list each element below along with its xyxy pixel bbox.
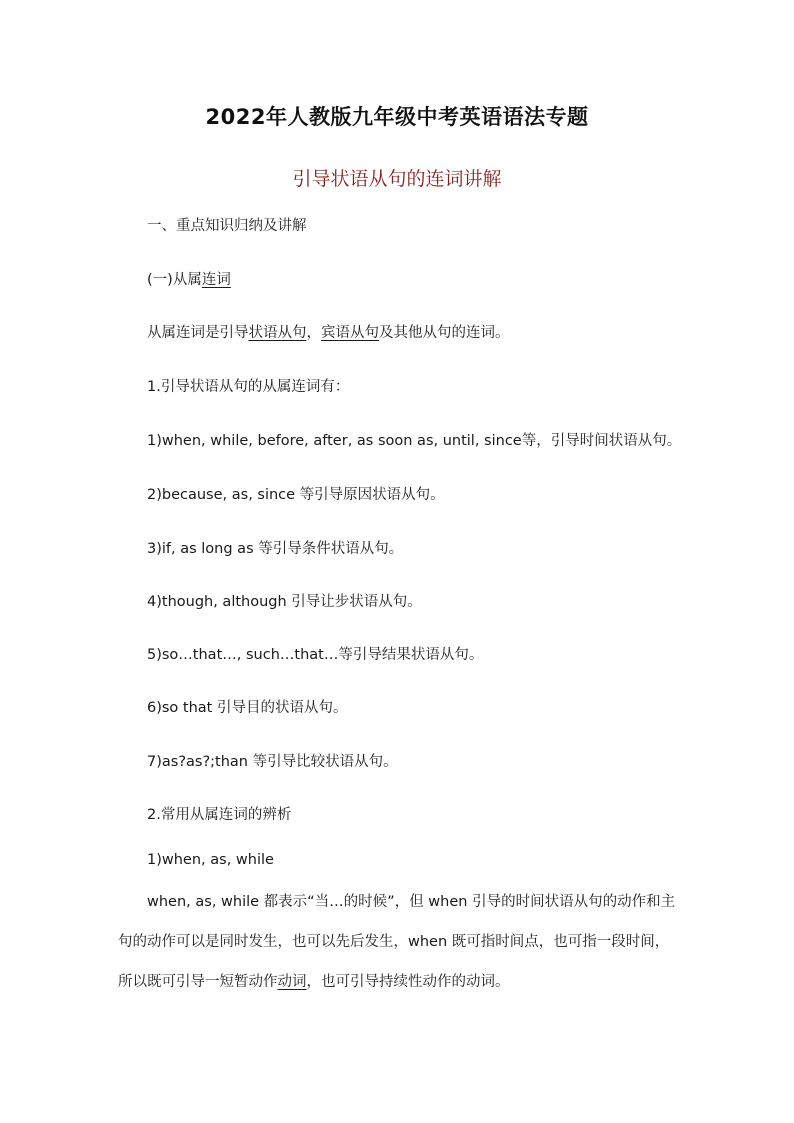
subsection-prefix: (一)从属 [147, 272, 202, 288]
link-adverbial-clause[interactable]: 状语从句 [248, 325, 307, 341]
list-item: 7)as?as?;than 等引导比较状语从句。 [147, 754, 398, 770]
link-lianci[interactable]: 连词 [201, 272, 231, 288]
paragraph-text-1: when, as, while 都表示“当…的时候”，但 when 引导的时间状语从句的动作和主句的动作可以是同时发生，也可以先后发生，when 既可指时间点，也可指一段时间，所以既可引导一短暂动作 [118, 894, 676, 990]
subsection-heading [147, 270, 231, 290]
link-verb[interactable]: 动词 [277, 974, 307, 990]
analysis-subheading: 1)when, as, while [147, 852, 274, 868]
list-item: 1)when, while, before, after, as soon as, until, since等，引导时间状语从句。 [147, 433, 682, 449]
intro-text-1: 从属连词是引导 [147, 325, 249, 341]
list-item: 2)because, as, since 等引导原因状语从句。 [147, 487, 445, 503]
list-item: 5)so…that…, such…that…等引导结果状语从句。 [147, 647, 484, 663]
intro-text-2: ， [306, 325, 321, 341]
list-item: 4)though, although 引导让步状语从句。 [147, 594, 422, 610]
section-heading: 一、重点知识归纳及讲解 [147, 218, 307, 234]
list-heading: 1.引导状语从句的从属连词有： [147, 379, 350, 395]
list-item: 6)so that 引导目的状语从句。 [147, 700, 348, 716]
document-title: 2022年人教版九年级中考英语语法专题 [205, 105, 589, 129]
link-object-clause[interactable]: 宾语从句 [321, 325, 379, 341]
intro-sentence [147, 323, 510, 343]
analysis-heading: 2.常用从属连词的辨析 [147, 807, 292, 823]
document-subtitle: 引导状语从句的连词讲解 [292, 168, 502, 190]
paragraph-text-2: ，也可引导持续性动作的动词。 [306, 974, 510, 990]
analysis-paragraph [118, 882, 678, 1002]
list-item: 3)if, as long as 等引导条件状语从句。 [147, 541, 404, 557]
intro-text-3: 及其他从句的连词。 [379, 325, 510, 341]
